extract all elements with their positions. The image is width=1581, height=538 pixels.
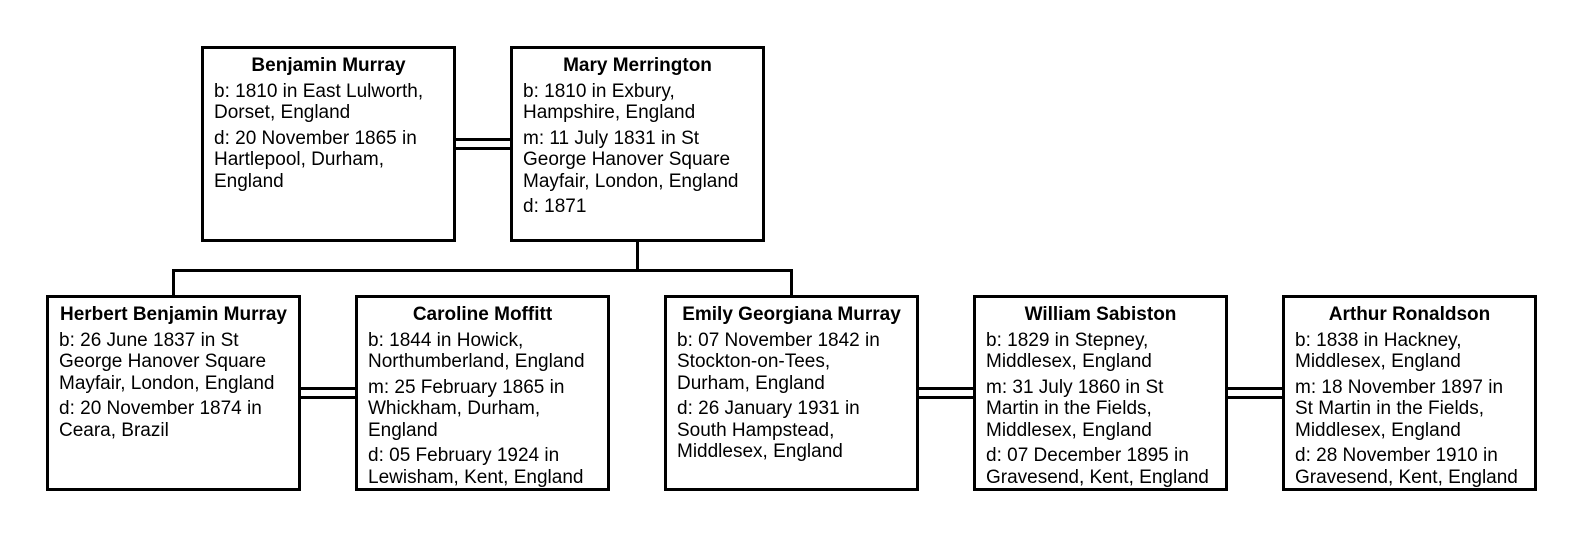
person-box-benjamin-murray[interactable]	[201, 46, 456, 242]
child-drop-line-emily	[790, 269, 793, 295]
person-detail-marriage: m: 11 July 1831 in St George Hanover Square Mayfair, London, England	[523, 127, 739, 192]
person-name: William Sabiston	[1024, 304, 1177, 325]
person-name: Benjamin Murray	[251, 55, 406, 76]
child-drop-line-herbert	[172, 269, 175, 295]
person-detail-death: d: 07 December 1895 in Gravesend, Kent, England	[986, 445, 1209, 488]
person-detail-death: d: 1871	[523, 196, 587, 217]
descent-line-from-parents	[636, 242, 639, 270]
person-box-herbert-benjamin-murray[interactable]	[46, 295, 301, 491]
sibling-bar	[172, 269, 793, 272]
person-detail-birth: b: 1844 in Howick, Northumberland, England	[368, 329, 585, 372]
person-name: Arthur Ronaldson	[1328, 304, 1491, 325]
person-detail-marriage: m: 18 November 1897 in St Martin in the Fields, Middlesex, England	[1295, 376, 1504, 441]
person-box-caroline-moffitt[interactable]	[355, 295, 610, 491]
person-box-william-sabiston[interactable]	[973, 295, 1228, 491]
person-box-mary-merrington[interactable]	[510, 46, 765, 242]
person-detail-death: d: 20 November 1865 in Hartlepool, Durham, England	[214, 127, 417, 192]
marriage-connector-emily-william	[919, 387, 973, 399]
person-detail-death: d: 26 January 1931 in South Hampstead, Middlesex, England	[677, 398, 860, 462]
person-detail-death: d: 20 November 1874 in Ceara, Brazil	[59, 398, 262, 441]
marriage-connector-william-arthur	[1228, 387, 1282, 399]
person-detail-birth: b: 1810 in East Lulworth, Dorset, England	[214, 80, 424, 123]
person-name: Emily Georgiana Murray	[682, 304, 901, 325]
person-detail-birth: b: 1810 in Exbury, Hampshire, England	[523, 80, 696, 123]
person-detail-marriage: m: 31 July 1860 in St Martin in the Fields, Middlesex, England	[986, 376, 1164, 441]
person-detail-birth: b: 07 November 1842 in Stockton-on-Tees, Durham, England	[677, 329, 880, 394]
person-detail-death: d: 28 November 1910 in Gravesend, Kent, England	[1295, 445, 1518, 488]
person-box-arthur-ronaldson[interactable]	[1282, 295, 1537, 491]
person-name: Herbert Benjamin Murray	[59, 304, 287, 325]
person-name: Caroline Moffitt	[412, 304, 553, 325]
person-detail-death: d: 05 February 1924 in Lewisham, Kent, England	[368, 445, 584, 488]
person-detail-birth: b: 1838 in Hackney, Middlesex, England	[1295, 329, 1462, 372]
person-detail-birth: b: 26 June 1837 in St George Hanover Square Mayfair, London, England	[59, 329, 275, 394]
person-box-emily-georgiana-murray[interactable]	[664, 295, 919, 491]
marriage-connector-herbert-caroline	[301, 387, 355, 399]
person-detail-birth: b: 1829 in Stepney, Middlesex, England	[986, 329, 1152, 372]
person-name: Mary Merrington	[563, 55, 712, 76]
person-detail-marriage: m: 25 February 1865 in Whickham, Durham, England	[368, 376, 565, 441]
marriage-connector-benjamin-mary	[456, 138, 510, 150]
